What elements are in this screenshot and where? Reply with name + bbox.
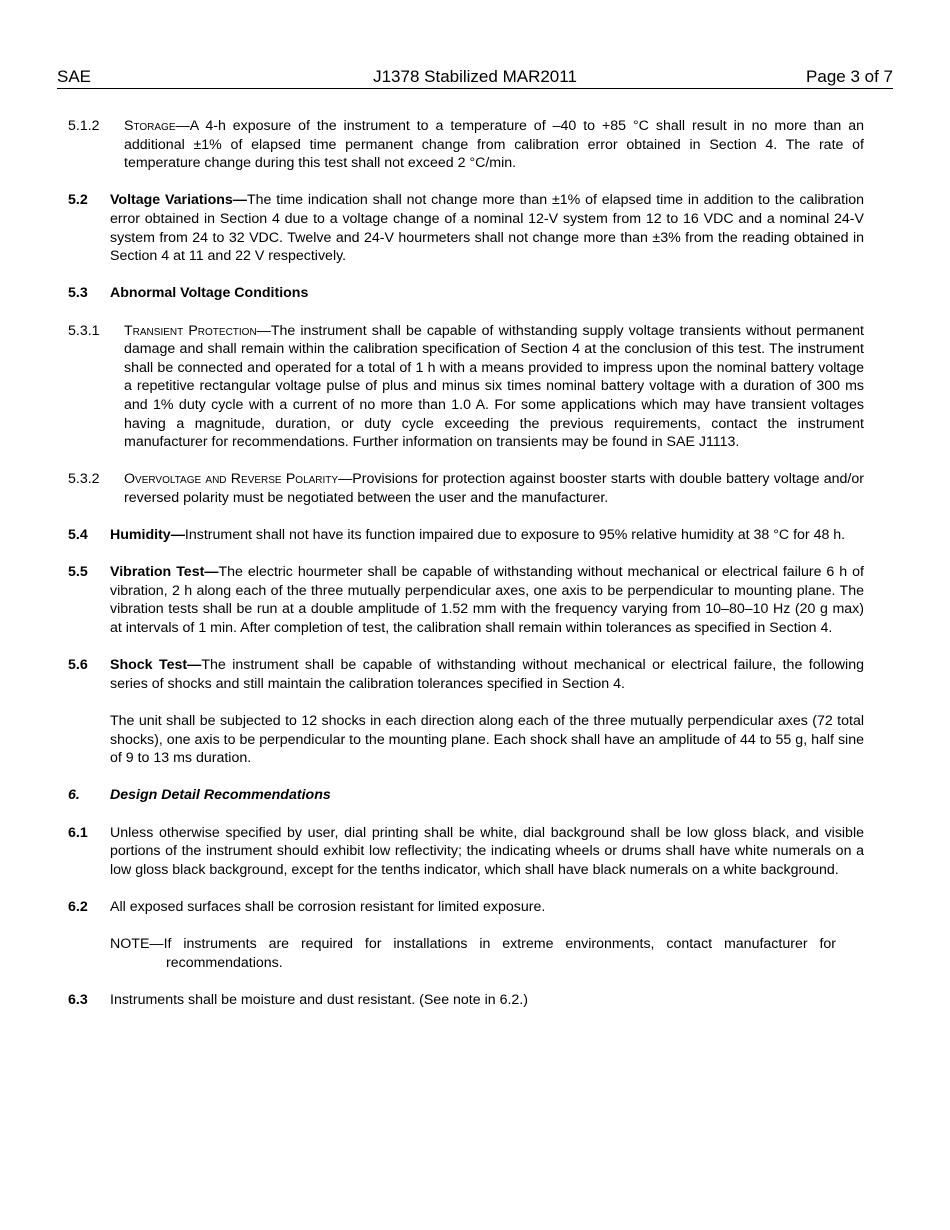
header-doc-id: J1378 Stabilized MAR2011: [373, 67, 577, 86]
section-title: Transient Protection: [124, 322, 257, 339]
section-number: 5.3: [68, 285, 88, 302]
page-header: [57, 66, 893, 89]
section-text: Instrument shall not have its function impaired due to exposure to 95% relative humidity at 38 °C for 48 h.: [184, 527, 846, 544]
section-title: Shock Test—: [110, 657, 202, 674]
section-number: 5.1.2: [68, 118, 100, 134]
section-text: —The instrument shall be capable of withstanding supply voltage transients without permanent damage and shall remain within the calibration specification of Section 4 at the conclusion of this test. The instrument shall be connected and operated for a total of 1 h with a means provided to impress upon the nominal battery voltage a repetitive rectangular voltage pulse of plus and minus six times nominal battery voltage with a duration of 300 ms and 1% duty cycle with a current of no more than 1.0 A. For some applications which may have transient voltages having a magnitude, duration, or duty cycle exceeding the previous requirements, contact the instrument manufacturer for recommendations. Further information on transients may be found in SAE J1113.: [124, 322, 864, 451]
section-5-6-paragraph-2: The unit shall be subjected to 12 shocks in each direction along each of the three mutually perpendicular axes (72 total shocks), one axis to be perpendicular to the mounting plane. Each shock shall have an amplitude of 44 to 55 g, half sine of 9 to 13 ms duration.: [110, 713, 864, 767]
section-6: [68, 786, 864, 805]
section-number: 5.3.1: [68, 322, 100, 339]
section-text: Unless otherwise specified by user, dial printing shall be white, dial background shall be low gloss black, and visible portions of the instrument should exhibit low reflectivity; the indicating wheels or drums shall have white numerals on a low gloss black background, except for the tenths indicator, which shall have black numerals on a white background.: [110, 824, 864, 878]
section-5-5: [68, 563, 864, 637]
document-body: [68, 117, 864, 1028]
section-text: The time indication shall not change more than ±1% of elapsed time in addition to the calibration error obtained in Section 4 due to a voltage change of a nominal 12-V system from 12 to 16 VDC and a nominal 24-V system from 24 to 32 VDC. Twelve and 24-V hourmeters shall not change more than ±3% from the reading obtained in Section 4 at 11 and 22 V respectively.: [110, 192, 864, 265]
section-5-6: [68, 656, 864, 693]
section-5-2: [68, 191, 864, 265]
section-5-3-2: [68, 470, 864, 507]
section-text: The instrument shall be capable of withstanding without mechanical or electrical failure, the following series of shocks and still maintain the calibration tolerances specified in Section 4.: [110, 657, 864, 692]
section-title: Storage: [124, 118, 176, 134]
section-text: All exposed surfaces shall be corrosion resistant for limited exposure.: [110, 898, 546, 915]
section-title: Voltage Variations—: [110, 192, 247, 209]
section-6-2: [68, 898, 864, 917]
section-number: 6.1: [68, 824, 88, 841]
section-title: Humidity—: [110, 527, 185, 544]
header-page-number: Page 3 of 7: [806, 67, 893, 86]
section-6-1: [68, 824, 864, 880]
header-org: SAE: [57, 67, 92, 86]
section-text: —Provisions for protection against booster starts with double battery voltage and/or reversed polarity must be negotiated between the user and the manufacturer.: [124, 471, 864, 506]
section-text: —A 4-h exposure of the instrument to a temperature of –40 to +85 °C shall result in no more than an additional ±1% of elapsed time permanent change from calibration error obtained in Section 4. The rate of temperature change during this test shall not exceed 2 °C/min.: [124, 118, 864, 172]
section-title: Abnormal Voltage Conditions: [110, 285, 309, 302]
section-5-3: [68, 284, 864, 303]
section-title: Overvoltage and Reverse Polarity: [124, 471, 339, 488]
section-number: 5.3.2: [68, 471, 100, 488]
section-title: Design Detail Recommendations: [110, 787, 331, 804]
section-title: Vibration Test—: [110, 564, 219, 581]
section-text: Instruments shall be moisture and dust resistant. (See note in 6.2.): [110, 991, 528, 1008]
section-number: 5.2: [68, 192, 88, 209]
section-5-3-1: [68, 322, 864, 452]
note-6-2: NOTE—If instruments are required for installations in extreme environments, contact manufacturer for recommendations.: [110, 936, 836, 971]
section-number: 5.6: [68, 657, 88, 674]
section-number: 6.3: [68, 991, 88, 1008]
section-number: 6.: [68, 787, 80, 804]
section-number: 6.2: [68, 898, 88, 915]
section-5-4: [68, 526, 864, 545]
section-6-3: [68, 991, 864, 1010]
section-text: The electric hourmeter shall be capable of withstanding without mechanical or electrical failure 6 h of vibration, 2 h along each of the three mutually perpendicular axes, one axis to be perpendicular to mounting plane. The vibration tests shall be run at a double amplitude of 1.52 mm with the frequency varying from 10–80–10 Hz (20 g max) at intervals of 1 min. After completion of test, the calibration shall remain within tolerances as specified in Section 4.: [110, 564, 864, 637]
section-number: 5.4: [68, 527, 88, 544]
section-5-1-2: [68, 117, 864, 173]
section-number: 5.5: [68, 564, 88, 581]
